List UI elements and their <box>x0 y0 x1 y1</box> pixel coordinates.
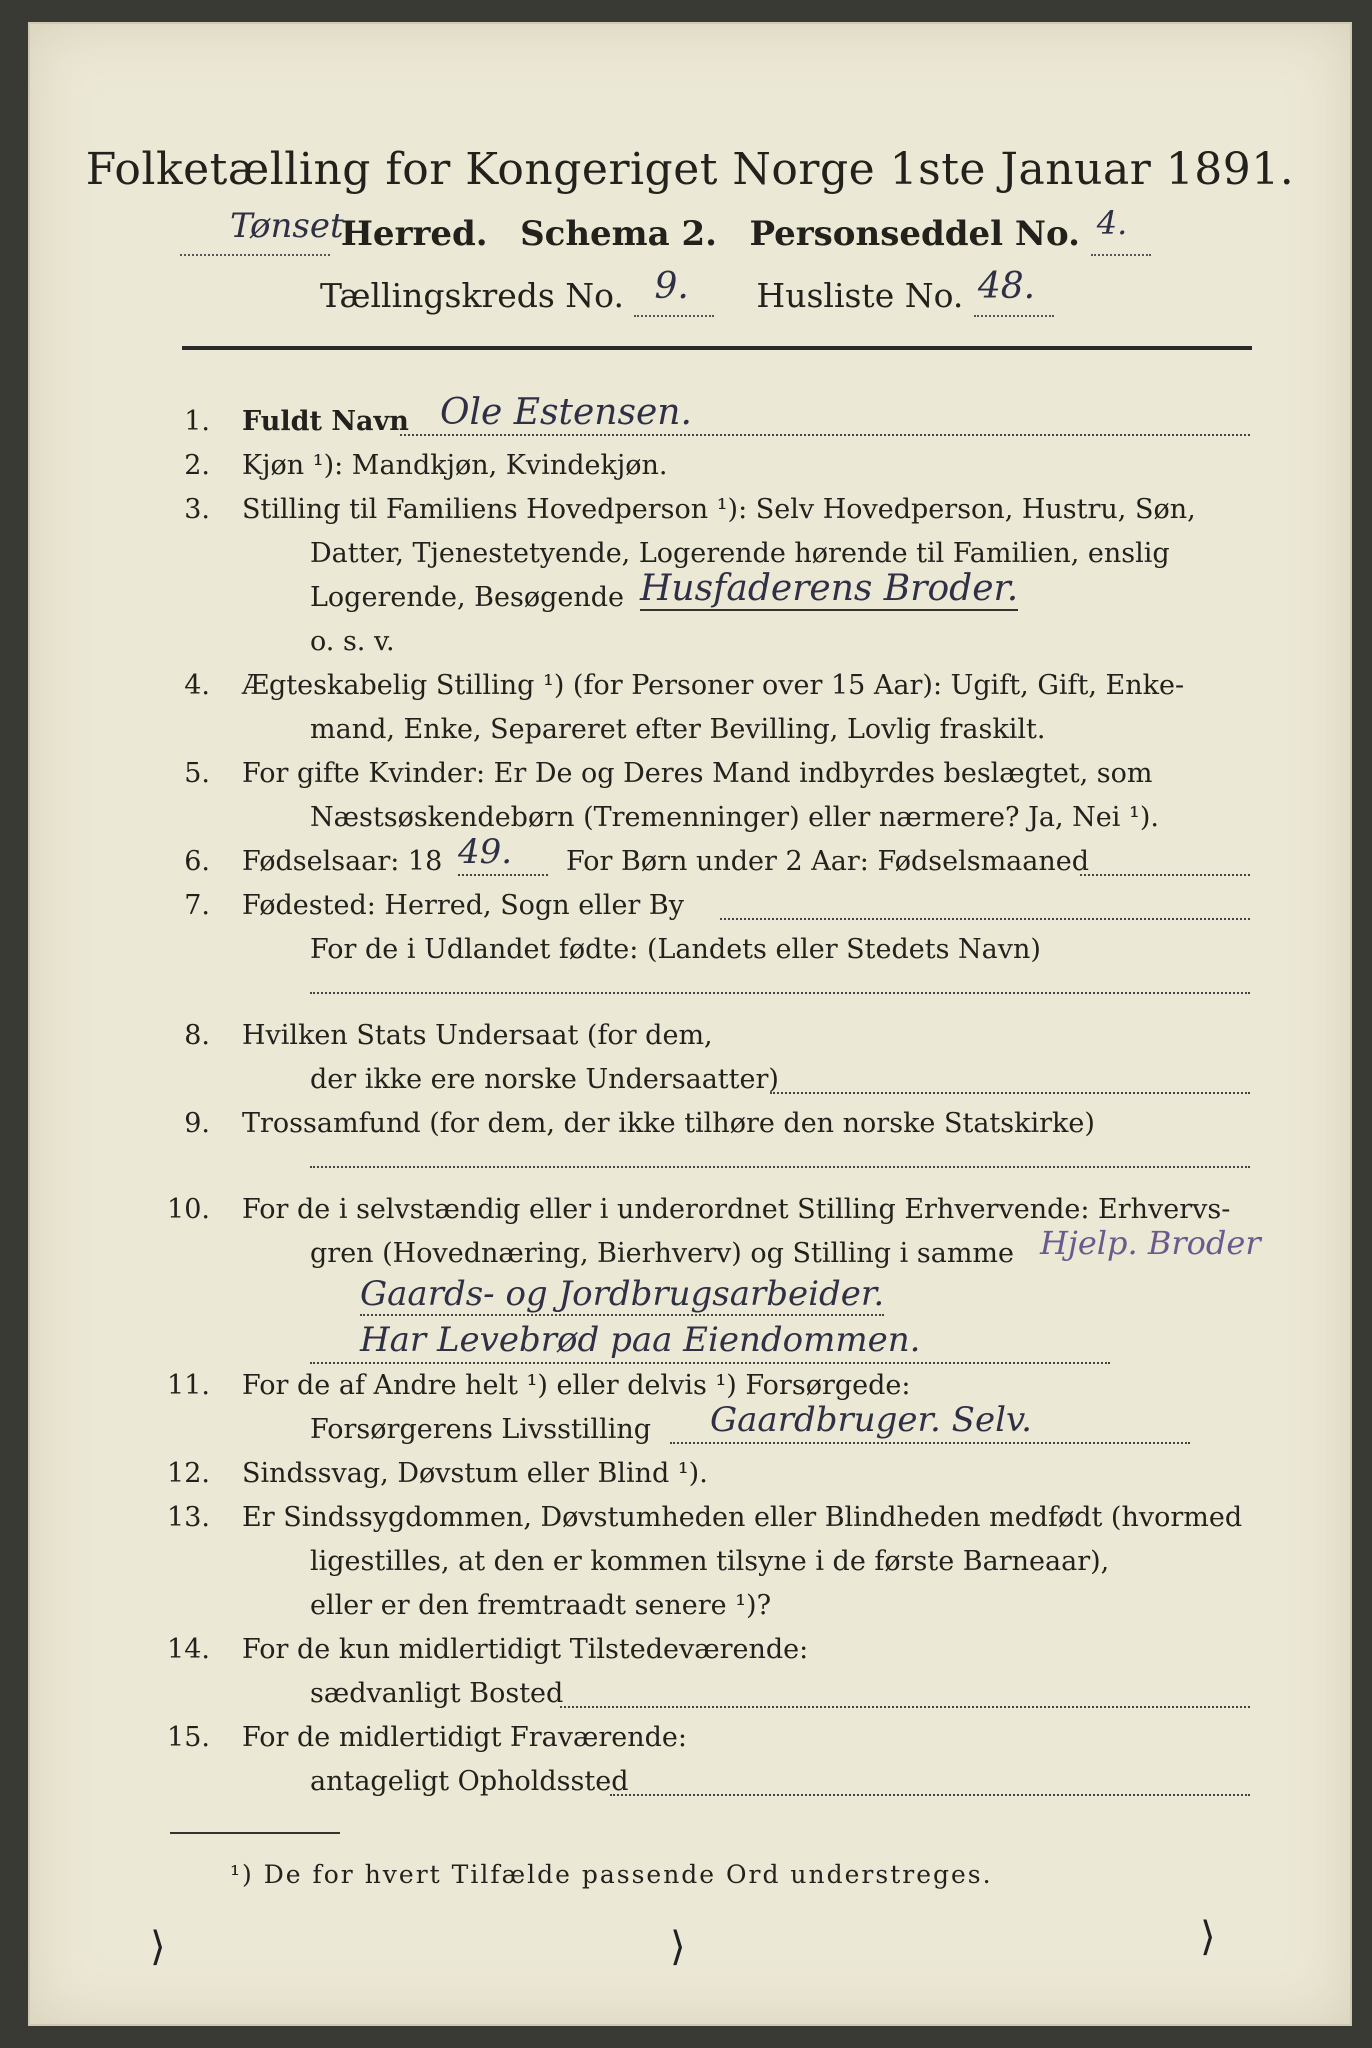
q10-fill <box>310 1362 1110 1364</box>
q15-line2: antageligt Opholdssted <box>310 1766 629 1797</box>
q2-number: 2. <box>184 450 210 481</box>
kreds-value: 9. <box>654 266 689 307</box>
q9-line1: Trossamfund (for dem, der ikke tilhøre den norske Statskirke) <box>242 1108 1095 1139</box>
herred-line <box>180 204 1151 256</box>
census-form-sheet <box>28 22 1352 2026</box>
q12-number: 12. <box>167 1458 210 1489</box>
q8-number: 8. <box>184 1020 210 1051</box>
footnote-divider <box>170 1832 340 1834</box>
q6-label: Fødselsaar: 18 <box>242 846 443 877</box>
q7-line3-fill <box>310 992 1250 994</box>
q3-line1: Stilling til Familiens Hovedperson ¹): Selv Hovedperson, Hustru, Søn, <box>242 494 1196 525</box>
herred-label: Herred. <box>340 214 488 254</box>
q9-number: 9. <box>184 1108 210 1139</box>
q3-line4: o. s. v. <box>310 626 395 657</box>
husliste-field <box>974 266 1054 317</box>
q4-number: 4. <box>184 670 210 701</box>
q10-answer1: Hjelp. Broder <box>1040 1224 1261 1262</box>
personseddel-field <box>1091 204 1151 256</box>
q5-line2: Næstsøskendebørn (Tremenninger) eller nærmere? Ja, Nei ¹). <box>310 802 1159 833</box>
q7-line1: Fødested: Herred, Sogn eller By <box>242 890 685 921</box>
q8-line1: Hvilken Stats Undersaat (for dem, <box>242 1020 713 1051</box>
q10-answer2: Gaards- og Jordbrugsarbeider. <box>360 1274 885 1314</box>
kreds-field <box>634 266 714 317</box>
q3-number: 3. <box>184 494 210 525</box>
q4-line1: Ægteskabelig Stilling ¹) (for Personer over 15 Aar): Ugift, Gift, Enke- <box>242 670 1185 701</box>
q11-line2: Forsørgerens Livsstilling <box>310 1414 652 1445</box>
q6-month-line <box>1080 874 1250 876</box>
q7-line2: For de i Udlandet fødte: (Landets eller Stedets Navn) <box>310 934 1041 965</box>
husliste-value: 48. <box>977 266 1036 307</box>
q2-text: Kjøn ¹): Mandkjøn, Kvindekjøn. <box>242 450 668 481</box>
q11-fill <box>670 1442 1190 1444</box>
q12-line1: Sindssvag, Døvstum eller Blind ¹). <box>242 1458 708 1489</box>
q13-line3: eller er den fremtraadt senere ¹)? <box>310 1590 772 1621</box>
q9-fill <box>310 1166 1250 1168</box>
q11-line1: For de af Andre helt ¹) eller delvis ¹) Forsørgede: <box>242 1370 911 1401</box>
q14-number: 14. <box>167 1634 210 1665</box>
corner-mark-center: ⟩ <box>670 1924 686 1970</box>
q7-line1-fill <box>720 918 1250 920</box>
q6-answer: 49. <box>458 832 513 872</box>
q14-line2: sædvanligt Bosted <box>310 1678 564 1709</box>
q8-fill <box>770 1092 1250 1094</box>
q14-fill <box>560 1706 1250 1708</box>
q1-answer-line <box>400 434 1250 436</box>
schema-label: Schema 2. <box>520 214 718 254</box>
header-divider <box>182 346 1252 350</box>
form-title: Folketælling for Kongeriget Norge 1ste Januar 1891. <box>85 144 1295 195</box>
personseddel-label: Personseddel No. <box>749 214 1080 254</box>
q15-fill <box>610 1794 1250 1796</box>
q10-number: 10. <box>167 1194 210 1225</box>
q11-number: 11. <box>167 1370 210 1401</box>
q7-number: 7. <box>184 890 210 921</box>
q13-line1: Er Sindssygdommen, Døvstumheden eller Blindheden medfødt (hvormed <box>242 1502 1243 1533</box>
q6-rest: For Børn under 2 Aar: Fødselsmaaned <box>566 846 1090 877</box>
q13-number: 13. <box>167 1502 210 1533</box>
herred-value: Tønset <box>230 206 344 246</box>
footnote: ¹) De for hvert Tilfælde passende Ord understreges. <box>230 1860 993 1889</box>
q6-number: 6. <box>184 846 210 877</box>
q10-line1: For de i selvstændig eller i underordnet Stilling Erhvervende: Erhvervs- <box>242 1194 1231 1225</box>
q15-line1: For de midlertidigt Fraværende: <box>242 1722 688 1753</box>
corner-mark-left: ⟩ <box>150 1924 166 1970</box>
q5-line1: For gifte Kvinder: Er De og Deres Mand indbyrdes beslægtet, som <box>242 758 1153 789</box>
q3-line2: Datter, Tjenestetyende, Logerende hørende til Familien, enslig <box>310 538 1170 569</box>
q1-answer: Ole Estensen. <box>440 392 692 433</box>
q13-line2: ligestilles, at den er kommen tilsyne i de første Barneaar), <box>310 1546 1110 1577</box>
q15-number: 15. <box>167 1722 210 1753</box>
q3-line3: Logerende, Besøgende <box>310 582 624 613</box>
q14-line1: For de kun midlertidigt Tilstedeværende: <box>242 1634 809 1665</box>
q5-number: 5. <box>184 758 210 789</box>
q10-answer3: Har Levebrød paa Eiendommen. <box>360 1320 921 1360</box>
q11-answer: Gaardbruger. Selv. <box>710 1400 1032 1440</box>
kreds-label: Tællingskreds No. <box>320 276 624 315</box>
q1-label: Fuldt Navn <box>242 406 409 437</box>
kreds-line <box>320 266 1054 317</box>
q6-year-line <box>458 874 548 876</box>
q1-number: 1. <box>184 406 210 437</box>
herred-field <box>180 206 344 256</box>
q4-line2: mand, Enke, Separeret efter Bevilling, Lovlig fraskilt. <box>310 714 1046 745</box>
corner-mark-right: ⟩ <box>1200 1914 1216 1960</box>
q10-line2: gren (Hovednæring, Bierhverv) og Stilling i samme <box>310 1238 1015 1269</box>
husliste-label: Husliste No. <box>756 276 964 315</box>
personseddel-value: 4. <box>1096 204 1128 242</box>
q3-answer: Husfaderens Broder. <box>640 568 1019 609</box>
q8-line2: der ikke ere norske Undersaatter) <box>310 1064 779 1095</box>
